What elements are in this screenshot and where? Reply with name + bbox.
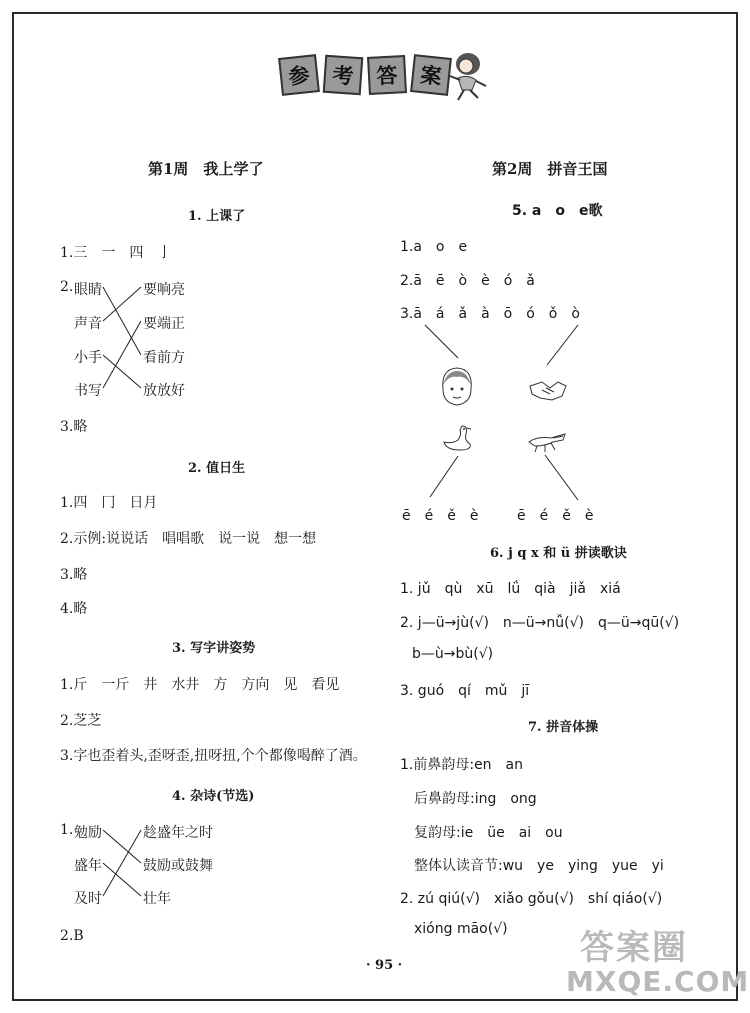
section-title: 7. 拼音体操	[528, 720, 599, 735]
section-title: 4. 杂诗(节选)	[172, 789, 255, 804]
section-title: 5. a o e歌	[512, 203, 603, 219]
header-char: 参	[278, 54, 320, 96]
answer-line: 后鼻韵母:ing ong	[414, 791, 537, 807]
answer-line: 整体认读音节:wu ye ying yue yi	[414, 858, 664, 874]
header-char: 考	[323, 55, 364, 96]
section-title: 3. 写字讲姿势	[172, 641, 256, 656]
match-right-item: 壮年	[143, 891, 171, 907]
match-right-item: 趁盛年之时	[143, 825, 213, 841]
match-left-item: 盛年	[74, 858, 102, 874]
answer-label: 1.	[60, 822, 74, 838]
match-right-item: 放放好	[143, 383, 185, 399]
page-number: · 95 ·	[366, 958, 403, 973]
match-right-item: 要端正	[143, 316, 185, 332]
answer-line: 1.四 冂 日月	[60, 495, 158, 511]
answer-line: 2.芝芝	[60, 713, 102, 729]
section-title: 1. 上课了	[188, 209, 246, 224]
match-left-item: 书写	[74, 383, 102, 399]
answer-line: b—ù→bù(√)	[412, 646, 494, 662]
answer-line: 1.斤 一斤 井 水井 方 方向 见 看见	[60, 677, 340, 693]
handshake-icon	[528, 374, 568, 404]
answer-line: 2. zú qiú(√) xiǎo gǒu(√) shí qiáo(√)	[400, 891, 663, 907]
match-left-item: 眼睛	[74, 282, 102, 298]
answer-line: 1.三 一 四 亅	[60, 245, 172, 261]
answer-line: xióng māo(√)	[414, 921, 508, 937]
watermark-text: 答案圈	[580, 928, 688, 968]
crocodile-icon	[527, 428, 567, 454]
answer-line: 3.字也歪着头,歪呀歪,扭呀扭,个个都像喝醉了酒。	[60, 748, 367, 764]
answer-line: 3.略	[60, 567, 88, 583]
answer-line: 1.a o e	[400, 239, 468, 255]
answer-line: ē é ě è	[517, 508, 594, 524]
match-left-item: 声音	[74, 316, 102, 332]
header-char: 答	[367, 55, 407, 95]
match-right-item: 看前方	[143, 350, 185, 366]
answer-line: 1.前鼻韵母:en an	[400, 757, 524, 773]
answer-line: 4.略	[60, 601, 88, 617]
goose-icon	[440, 422, 476, 454]
match-right-item: 鼓励或鼓舞	[143, 858, 213, 874]
week-1-title: 第1周 我上学了	[148, 160, 264, 178]
match-left-item: 及时	[74, 891, 102, 907]
section-title: 2. 值日生	[188, 461, 246, 476]
match-left-item: 小手	[74, 350, 102, 366]
answer-line: 2.示例:说说话 唱唱歌 说一说 想一想	[60, 531, 317, 547]
answer-line: 2. j—ü→jù(√) n—ü→nǚ(√) q—ü→qū(√)	[400, 615, 680, 631]
section-title: 6. j q x 和 ü 拼读歌诀	[490, 546, 627, 561]
match-left-item: 勉励	[74, 825, 102, 841]
answer-line: 2.ā ē ò è ó ǎ	[400, 273, 535, 289]
answer-line: ē é ě è	[402, 508, 479, 524]
answer-label: 2.	[60, 279, 74, 295]
answer-line: 3.ā á ǎ à ō ó ǒ ò	[400, 306, 580, 322]
answer-line: 3.略	[60, 419, 88, 435]
answer-line: 复韵母:ie üe ai ou	[414, 825, 563, 841]
week-2-title: 第2周 拼音王国	[492, 160, 608, 178]
match-right-item: 要响亮	[143, 282, 185, 298]
watermark-url: MXQE.COM	[566, 965, 750, 998]
answer-line: 3. guó qí mǔ jī	[400, 683, 530, 699]
header-char: 案	[410, 54, 452, 96]
girl-face-icon	[437, 365, 477, 407]
answer-line: 2.B	[60, 928, 84, 944]
answer-line: 1. jǔ qù xū lǘ qià jiǎ xiá	[400, 581, 621, 597]
